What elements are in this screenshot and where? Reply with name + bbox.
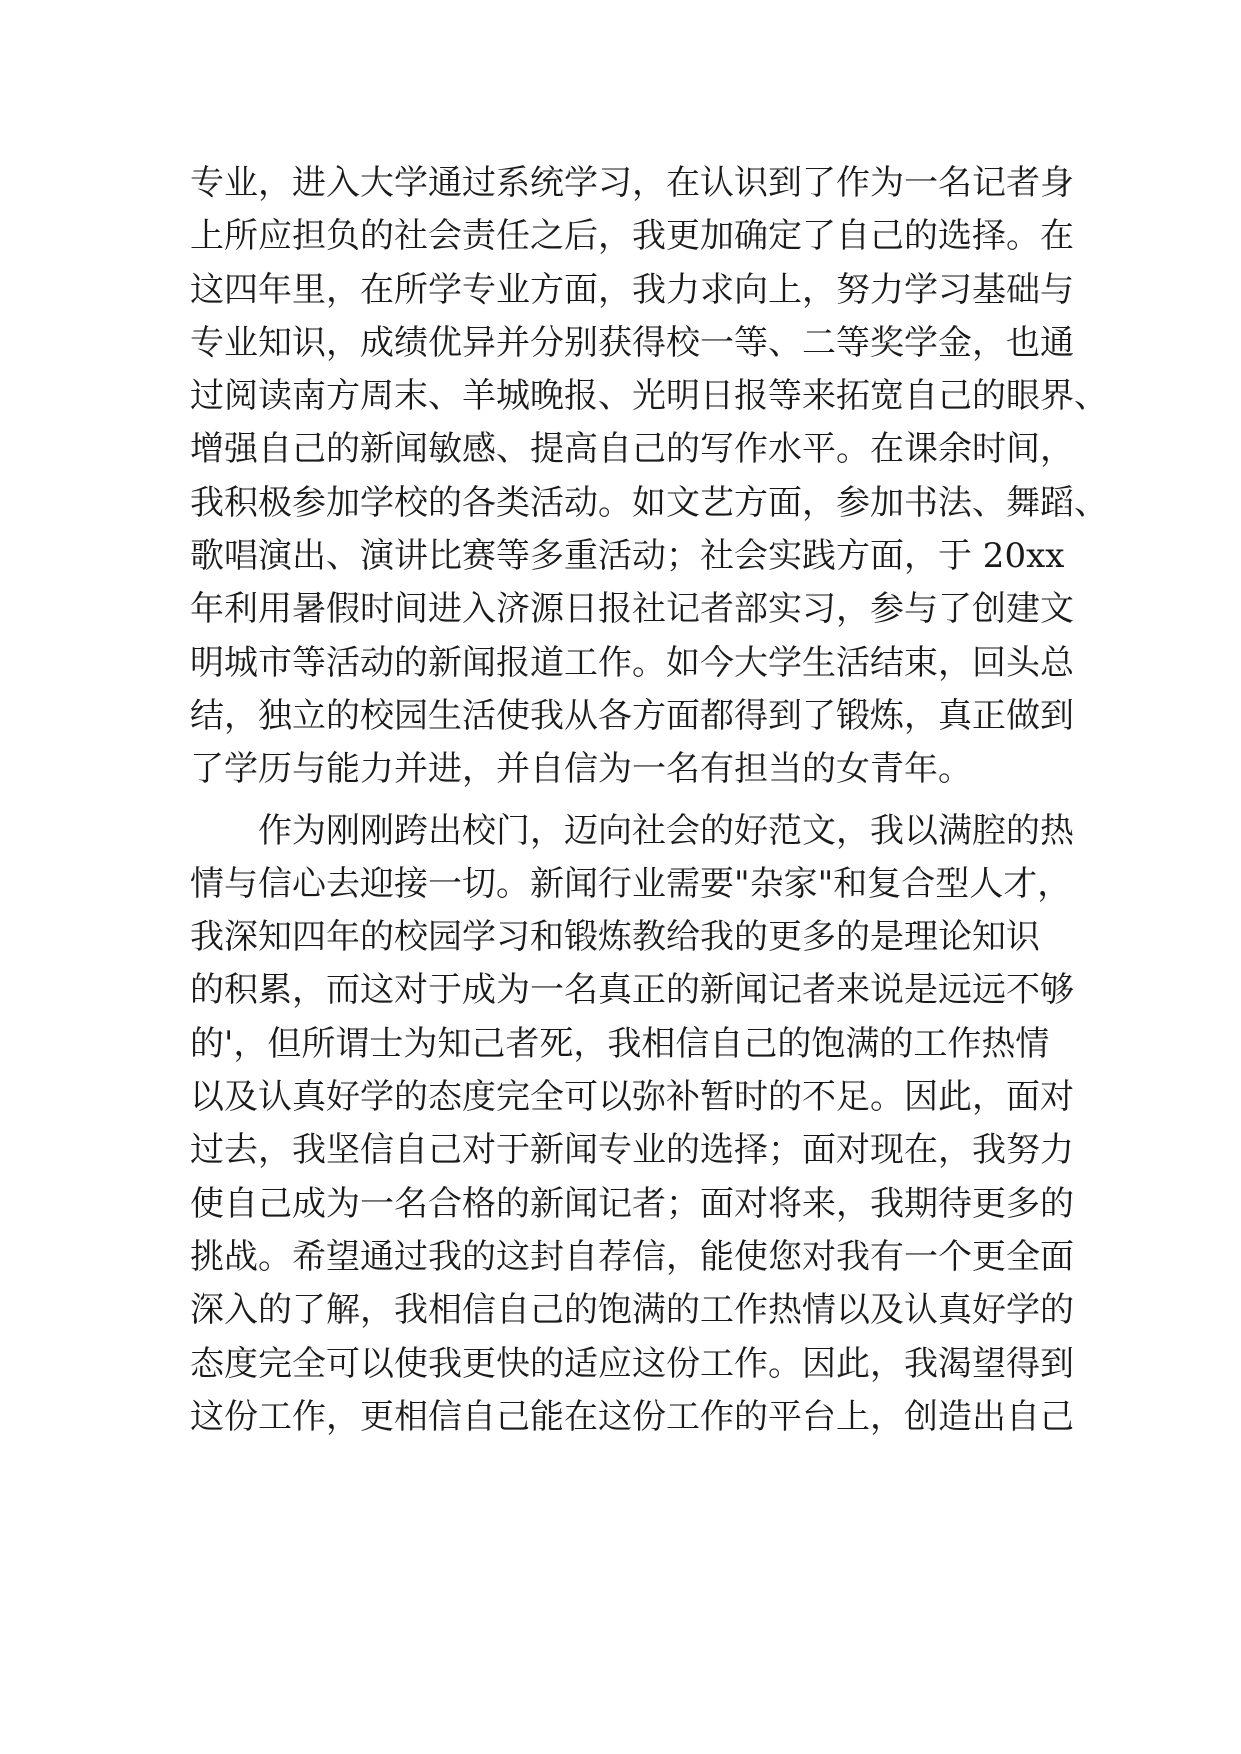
paragraph-2 <box>190 805 1074 1445</box>
text-line: 年利用暑假时间进入济源日报社记者部实习，参与了创建文 <box>190 589 1074 630</box>
text-line: 增强自己的新闻敏感、提高自己的写作水平。在课余时间， <box>190 429 1074 470</box>
paragraph-1 <box>190 157 1108 797</box>
text-line: 明城市等活动的新闻报道工作。如今大学生活结束，回头总 <box>190 642 1074 683</box>
text-line: 结，独立的校园生活使我从各方面都得到了锻炼，真正做到 <box>190 695 1074 736</box>
text-line: 的'，但所谓士为知己者死，我相信自己的饱满的工作热情 <box>190 1023 1050 1064</box>
text-line: 这份工作，更相信自己能在这份工作的平台上，创造出自己 <box>190 1396 1074 1437</box>
text-line: 使自己成为一名合格的新闻记者；面对将来，我期待更多的 <box>190 1183 1074 1224</box>
text-line: 挑战。希望通过我的这封自荐信，能使您对我有一个更全面 <box>190 1236 1074 1277</box>
text-line: 深入的了解，我相信自己的饱满的工作热情以及认真好学的 <box>190 1290 1074 1331</box>
paragraph-gap <box>190 797 1070 805</box>
text-line: 以及认真好学的态度完全可以弥补暂时的不足。因此，面对 <box>190 1077 1074 1118</box>
text-line: 我深知四年的校园学习和锻炼教给我的更多的是理论知识 <box>190 917 1040 958</box>
text-line: 这四年里，在所学专业方面，我力求向上，努力学习基础与 <box>190 269 1074 310</box>
text-line-indented: 作为刚刚跨出校门，迈向社会的好范文，我以满腔的热 <box>258 810 1074 851</box>
document-body <box>190 157 1108 1444</box>
text-line: 专业，进入大学通过系统学习，在认识到了作为一名记者身 <box>190 163 1074 203</box>
text-line: 过去，我坚信自己对于新闻专业的选择；面对现在，我努力 <box>190 1130 1074 1171</box>
text-line: 的积累，而这对于成为一名真正的新闻记者来说是远远不够 <box>190 970 1074 1011</box>
text-line: 专业知识，成绩优异并分别获得校一等、二等奖学金，也通 <box>190 322 1074 363</box>
text-line: 态度完全可以使我更快的适应这份工作。因此，我渴望得到 <box>190 1343 1074 1384</box>
text-line: 歌唱演出、演讲比赛等多重活动；社会实践方面，于 20xx <box>190 536 1065 577</box>
text-line: 上所应担负的社会责任之后，我更加确定了自己的选择。在 <box>190 216 1074 257</box>
text-line: 情与信心去迎接一切。新闻行业需要"杂家"和复合型人才， <box>190 863 1072 904</box>
text-line: 我积极参加学校的各类活动。如文艺方面，参加书法、舞蹈、 <box>190 482 1108 523</box>
text-line: 了学历与能力并进，并自信为一名有担当的女青年。 <box>190 749 972 790</box>
text-line: 过阅读南方周末、羊城晚报、光明日报等来拓宽自己的眼界、 <box>190 376 1108 417</box>
